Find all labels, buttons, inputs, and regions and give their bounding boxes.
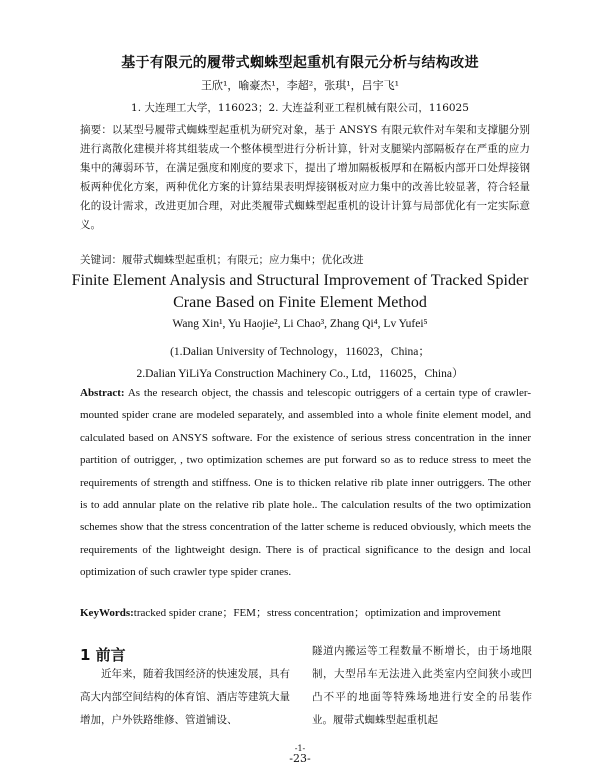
- english-keywords-text: tracked spider crane；FEM；stress concentration；optimization and improvement: [133, 607, 501, 619]
- chinese-abstract-label: 摘要：: [80, 124, 112, 136]
- english-affiliation-2: 2.Dalian YiLiYa Construction Machinery Co., Ltd，116025，China）: [136, 368, 464, 380]
- english-abstract: [80, 382, 531, 584]
- right-column-paragraph: 隧道内搬运等工程数量不断增长，由于场地限制，大型吊车无法进入此类室内空间狭小或凹凸不平的地面等特殊场地进行安全的吊装作业。履带式蜘蛛型起重机起: [312, 645, 532, 726]
- english-affiliation-1: (1.Dalian University of Technology，116023，China；: [170, 346, 430, 358]
- english-title-line-2: Crane Based on Finite Element Method: [173, 294, 427, 311]
- chinese-affiliation: 1. 大连理工大学，116023；2. 大连益利亚工程机械有限公司，116025: [131, 102, 469, 114]
- left-column-paragraph: 近年来，随着我国经济的快速发展，具有高大内部空间结构的体育馆、酒店等建筑大量增加，户外铁路维修、管道铺设、: [80, 668, 290, 726]
- english-abstract-text: As the research object, the chassis and telescopic outriggers of a certain type of crawler-mounted spider crane are modeled separately, and assembled into a whole finite element model, and calculated based on ANSYS software. For the existence of serious stress concentration in the inner partition of outrigger, , two optimization schemes are put forward so as to reduce stress to meet the requirements of strength and stiffness. One is to thicken relative rib plate inner outriggers. The other is to add annular plate on the relative rib plate hole.. The calculation results of the two optimization schemes show that the stress concentration of the latter scheme is reduced obviously, which meets the requirements of the lightweight design. There is of practical significance to the design and local optimization of such crawler type spider cranes.: [80, 387, 531, 579]
- english-keywords: [80, 604, 540, 620]
- footer-page-number: -23-: [289, 752, 311, 765]
- left-column: [80, 663, 290, 732]
- chinese-keywords-label: 关键词：: [80, 254, 122, 266]
- chinese-abstract: [80, 121, 530, 235]
- chinese-abstract-text: 以某型号履带式蜘蛛型起重机为研究对象，基于 ANSYS 有限元软件对车架和支撑腿分别进行离散化建模并将其组装成一个整体模型进行分析计算，针对支腿梁内部隔板存在严重的应力集中的薄弱环节，在满足强度和刚度的要求下，提出了增加隔板板厚和在隔板内部开口处焊接钢板两种优化方案，两种优化方案的计算结果表明焊接钢板对应力集中的改善比较显著，符合轻量化的设计需求，改进更加合理，对此类履带式蜘蛛型起重机的设计计算与局部优化有一定实际意义。: [80, 124, 531, 231]
- right-column: [312, 640, 532, 732]
- chinese-keywords: [80, 252, 530, 267]
- english-authors: Wang Xin¹, Yu Haojie², Li Chao³, Zhang Qi⁴, Lv Yufei⁵: [172, 318, 428, 330]
- english-title-line-1: Finite Element Analysis and Structural Improvement of Tracked Spider: [71, 272, 529, 289]
- chinese-title: 基于有限元的履带式蜘蛛型起重机有限元分析与结构改进: [121, 55, 479, 71]
- footer-small-page-number: -1-: [294, 744, 306, 753]
- section-heading: 1 前言: [80, 646, 126, 664]
- english-title: [0, 270, 600, 314]
- chinese-keywords-text: 履带式蜘蛛型起重机；有限元；应力集中；优化改进: [122, 254, 364, 266]
- chinese-authors: 王欣¹，喻豪杰¹，李超²，张琪¹，吕宇飞¹: [200, 79, 400, 92]
- english-abstract-label: Abstract:: [80, 387, 125, 399]
- english-keywords-label: KeyWords:: [80, 607, 134, 619]
